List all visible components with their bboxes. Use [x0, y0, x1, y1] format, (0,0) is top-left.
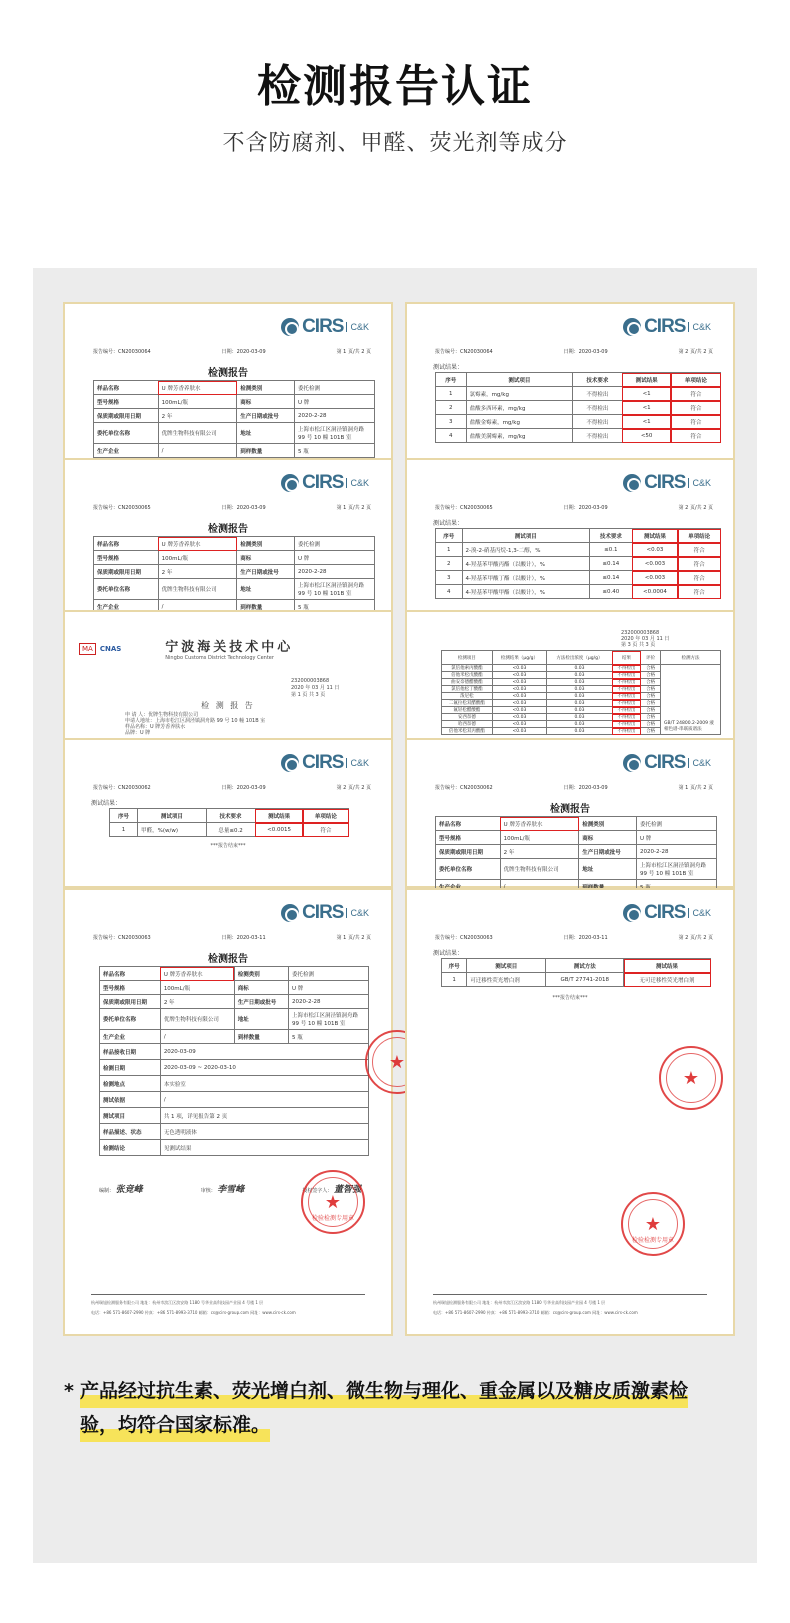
- cnas-badge: CNAS: [99, 644, 122, 653]
- table-row: 型号规格 100mL/瓶 商标 U 牌: [436, 831, 717, 845]
- table-row: 检测日期 2020-03-09 ~ 2020-03-10: [100, 1060, 369, 1076]
- report-sheet-r5: MA CNAS 宁波海关技术中心 Ningbo Customs District Technology Center 232000003868 2020 年 03 月 11 日 第 1 页 共 3 页 检 测 报 告 申 请 人：优牌生物科技有限公司 申请人地址：上海市松江区洞泾镇洞舟路 99 号 10 幢 101B 室 样品名称：U 牌芳香养肤水 品牌：U 牌: [63, 610, 393, 744]
- table-row: 氯倍他索丙酸酯 <0.03 0.03 不得检出 合格 GB/T 24800.2-2009 液相色谱-串联质谱法: [442, 665, 721, 672]
- report-sheet-r9: CIRS C&K 报告编号：CN20030063 日期：2020-03-11 第 1 页/共 2 页 检测报告 样品名称 U 牌芳香养肤水 检测类别 委托检测 型号规格 100mL/瓶 商标 U 牌 保质期或限用日期 2 年 生产日期或批号 2020-2-28 委托单位名称 优牌生物科技有限公司 地址 上海市松江区洞泾镇洞舟路 99 号 10 幢 101B 室 生产企业 / 到样数量 5 瓶 样品接收日期 2020-03-09 检测日期 2020-03-09 ~ 2020-03-10 检测地点 本实验室 测试依据 / 测试项目 共 1 项，详见报告第 2 页 样品描述、状态 无色透明液体 检测结论 见测试结果 编制： 张竞峰 审核： 李雪峰 授权签字人： 董智强 ★ 检验检测专用章 ★ 杭州瑞旭检测服务有限公司 地址：杭州市滨江区滨安路 1180 号华业高科技园产业园 4 号楼 1 层 电话：+86 571-8607-2990 传真：+86 571-8993-3710 邮箱：cs@cirs-group.com 网址：www.cirs-ck.com: [63, 888, 393, 1336]
- table-row: 1 2-溴-2-硝基丙烷-1,3-二醇，% ≤0.1 <0.03 符合: [436, 543, 721, 557]
- report-sheet-r1: CIRS C&K 报告编号：CN20030064 日期：2020-03-09 第 1 页/共 2 页 检测报告 样品名称 U 牌芳香养肤水 检测类别 委托检测 型号规格 100mL/瓶 商标 U 牌 保质期或限用日期 2 年 生产日期或批号 2020-2-28 委托单位名称 优牌生物科技有限公司 地址 上海市松江区洞泾镇洞舟路 99 号 10 幢 101B 室 生产企业 / 到样数量 5 瓶: [63, 302, 393, 462]
- table-row: 保质期或限用日期 2 年 生产日期或批号 2020-2-28: [436, 845, 717, 859]
- report-sheet-r3: CIRS C&K 报告编号：CN20030065 日期：2020-03-09 第 1 页/共 2 页 检测报告 样品名称 U 牌芳香养肤水 检测类别 委托检测 型号规格 100mL/瓶 商标 U 牌 保质期或限用日期 2 年 生产日期或批号 2020-2-28 委托单位名称 优牌生物科技有限公司 地址 上海市松江区洞泾镇洞舟路 99 号 10 幢 101B 室 生产企业 / 到样数量 5 瓶: [63, 458, 393, 616]
- note-line-2: 验，均符合国家标准。: [80, 1408, 270, 1442]
- stamp-star-icon: ★: [644, 1214, 662, 1235]
- note-asterisk: *: [64, 1380, 74, 1402]
- page-subtitle: 不含防腐剂、甲醛、荧光剂等成分: [222, 131, 568, 156]
- test-result-table: [435, 372, 721, 443]
- table-row: 测试依据 /: [100, 1092, 369, 1108]
- table-row: 样品名称 U 牌芳香养肤水 检测类别 委托检测: [94, 537, 375, 551]
- table-row: 测试项目 共 1 项，详见报告第 2 页: [100, 1108, 369, 1124]
- report-end-mark: ***报告结束***: [210, 843, 246, 849]
- steroid-result-table: [441, 650, 721, 735]
- table-row: 型号规格 100mL/瓶 商标 U 牌: [100, 981, 369, 995]
- report-end-mark: ***报告结束***: [552, 995, 588, 1001]
- report-sheet-r8: CIRS C&K 报告编号：CN20030062 日期：2020-03-09 第 1 页/共 2 页 检测报告 样品名称 U 牌芳香养肤水 检测类别 委托检测 型号规格 100mL/瓶 商标 U 牌 保质期或限用日期 2 年 生产日期或批号 2020-2-28 委托单位名称 优牌生物科技有限公司 地址 上海市松江区洞泾镇洞舟路 99 号 10 幢 101B 室 /: [405, 738, 735, 888]
- table-header-row: 序号 测试项目 技术要求 测试结果 单项结论: [436, 373, 721, 387]
- table-row: 生产企业 / 到样数量 5 瓶: [94, 444, 375, 458]
- cma-badge: MA: [79, 643, 96, 655]
- table-row: 4 4-羟基苯甲酸甲酯（以酸计），% ≤0.40 <0.0004 符合: [436, 585, 721, 599]
- sample-info-table: [435, 816, 717, 894]
- table-row: 委托单位名称 优牌生物科技有限公司 地址 上海市松江区洞泾镇洞舟路 99 号 10 幢 101B 室: [94, 423, 375, 444]
- table-row: 倍他米松戊酸酯 <0.03 0.03 不得检出 合格: [442, 672, 721, 679]
- signature-row: 编制： 张竞峰 审核： 李雪峰 授权签字人： 董智强: [99, 1185, 361, 1195]
- cirs-logo-icon: [623, 754, 641, 772]
- official-stamp: ★ 检验检测专用章: [621, 1192, 685, 1256]
- table-row: 2 4-羟基苯甲酸丙酯（以酸计），% ≤0.14 <0.003 符合: [436, 557, 721, 571]
- footer-divider: [91, 1294, 365, 1295]
- table-row: 样品名称 U 牌芳香养肤水 检测类别 委托检测: [94, 381, 375, 395]
- cirs-logo: CIRS C&K: [281, 752, 369, 774]
- table-row: 型号规格 100mL/瓶 商标 U 牌: [94, 395, 375, 409]
- cirs-logo-icon: [623, 318, 641, 336]
- sample-info-table: [93, 536, 375, 614]
- footer-divider: [433, 1294, 707, 1295]
- table-row: 氟轻松醋酸酯 <0.03 0.03 不得检出 合格: [442, 707, 721, 714]
- cirs-logo: CIRS C&K: [281, 316, 369, 338]
- cirs-logo: CIRS C&K: [623, 316, 711, 338]
- table-row: 生产企业 / 到样数量 5 瓶: [94, 600, 375, 614]
- table-row: 泼尼松 <0.03 0.03 不得检出 合格: [442, 693, 721, 700]
- sample-info-table: [99, 966, 369, 1156]
- test-result-table: [109, 808, 349, 837]
- table-row: 2 盐酸多西环素，mg/kg 不得检出 <1 符合: [436, 401, 721, 415]
- table-row: 样品描述、状态 无色透明液体: [100, 1124, 369, 1140]
- report-sheet-r7: CIRS C&K 报告编号：CN20030062 日期：2020-03-09 第 2 页/共 2 页 测试结果： 序号 测试项目 技术要求 测试结果 单项结论 1 甲醛，%(w/w) 总量≤0.2 <0.0015 符合 ***报告结束***: [63, 738, 393, 888]
- table-row: /: [436, 880, 717, 894]
- test-result-table: [435, 528, 721, 599]
- test-result-table: [441, 958, 711, 987]
- table-row: 样品名称 U 牌芳香养肤水 检测类别 委托检测: [436, 817, 717, 831]
- table-row: 4 盐酸美满霉素，mg/kg 不得检出 <50 符合: [436, 429, 721, 443]
- table-row: 哈西奈德 <0.03 0.03 不得检出 合格: [442, 721, 721, 728]
- note-line-1: 产品经过抗生素、荧光增白剂、微生物与理化、重金属以及糖皮质激素检: [80, 1374, 688, 1408]
- stamp-star-icon: ★: [324, 1192, 342, 1213]
- table-row: 3 4-羟基苯甲酸丁酯（以酸计），% ≤0.14 <0.003 符合: [436, 571, 721, 585]
- cirs-logo-icon: [623, 904, 641, 922]
- table-row: 3 盐酸金霉素，mg/kg 不得检出 <1 符合: [436, 415, 721, 429]
- table-row: 型号规格 100mL/瓶 商标 U 牌: [94, 551, 375, 565]
- table-header-row: 序号 测试项目 技术要求 测试结果 单项结论: [110, 809, 349, 823]
- stamp-star-icon: ★: [388, 1052, 406, 1073]
- official-stamp: ★ 检验检测专用章: [301, 1170, 365, 1234]
- table-row: 委托单位名称 优牌生物科技有限公司 地址 上海市松江区洞泾镇洞舟路 99 号 10 幢 101B 室: [100, 1009, 369, 1030]
- table-row: 倍他米松双丙酸酯 <0.03 0.03 不得检出 合格: [442, 728, 721, 735]
- table-row: 生产企业 / 到样数量 5 瓶: [100, 1030, 369, 1044]
- cirs-logo-icon: [623, 474, 641, 492]
- table-row: 保质期或限用日期 2 年 生产日期或批号 2020-2-28: [100, 995, 369, 1009]
- lab-name: 宁波海关技术中心: [165, 640, 294, 655]
- sample-info-table: [93, 380, 375, 458]
- table-row: 保质期或限用日期 2 年 生产日期或批号 2020-2-28: [94, 565, 375, 579]
- table-row: 检测地点 本实验室: [100, 1076, 369, 1092]
- cirs-logo-icon: [281, 474, 299, 492]
- report-sheet-r4: CIRS C&K 报告编号：CN20030065 日期：2020-03-09 第 2 页/共 2 页 测试结果： 序号 测试项目 技术要求 测试结果 单项结论 1 2-溴-2-硝基丙烷-1,3-二醇，% ≤0.1 <0.03 符合 2 4-羟基苯甲酸丙酯（以酸计），% ≤0.14 <0.003 符合 3 4-羟基苯甲酸丁酯（以酸计），% ≤0.14 <0.003 符合 4 4-羟基苯甲酸甲酯（以酸计），% ≤0.40 <0.0004 符合: [405, 458, 735, 616]
- cirs-logo: CIRS C&K: [281, 472, 369, 494]
- cirs-logo: CIRS C&K: [623, 752, 711, 774]
- table-row: 保质期或限用日期 2 年 生产日期或批号 2020-2-28: [94, 409, 375, 423]
- table-row: 委托单位名称 优牌生物科技有限公司 地址 上海市松江区洞泾镇洞舟路 99 号 10 幢 101B 室: [436, 859, 717, 880]
- table-row: 1 可迁移性荧光增白剂 GB/T 27741-2018 无可迁移性荧光增白剂: [442, 973, 711, 987]
- report-sheet-r2: CIRS C&K 报告编号：CN20030064 日期：2020-03-09 第 2 页/共 2 页 测试结果： 序号 测试项目 技术要求 测试结果 单项结论 1 氯霉素，mg/kg 不得检出 <1 符合 2 盐酸多西环素，mg/kg 不得检出 <1 符合 3 盐酸金霉素，mg/kg 不得检出 <1 符合 4 盐酸美满霉素，mg/kg 不得检出 <50 符合: [405, 302, 735, 462]
- table-row: 样品名称 U 牌芳香养肤水 检测类别 委托检测: [100, 967, 369, 981]
- cirs-logo-icon: [281, 754, 299, 772]
- cirs-logo: CIRS C&K: [623, 472, 711, 494]
- cirs-logo: CIRS C&K: [623, 902, 711, 924]
- table-row: 1 氯霉素，mg/kg 不得检出 <1 符合: [436, 387, 721, 401]
- stamp-star-icon: ★: [682, 1068, 700, 1089]
- cirs-logo: CIRS C&K: [281, 902, 369, 924]
- report-sheet-r10: CIRS C&K 报告编号：CN20030063 日期：2020-03-11 第 2 页/共 2 页 测试结果： 序号 测试项目 测试方法 测试结果 1 可迁移性荧光增白剂 GB/T 27741-2018 无可迁移性荧光增白剂 ***报告结束*** ★ ★ 检验检测专用章 杭州瑞旭检测服务有限公司 地址：杭州市滨江区滨安路 1180 号华业高科技园产业园 4 号楼 1 层 电话：+86 571-8607-2990 传真：+86 571-8993-3710 邮箱：cs@cirs-group.com 网址：www.cirs-ck.com: [405, 888, 735, 1336]
- table-row: 检测结论 见测试结果: [100, 1140, 369, 1156]
- table-row: 氯倍他松丁酸酯 <0.03 0.03 不得检出 合格: [442, 686, 721, 693]
- official-stamp-edge: [659, 1046, 723, 1110]
- page-title: 检测报告认证: [257, 61, 533, 112]
- table-header-row: 序号 测试项目 测试方法 测试结果: [442, 959, 711, 973]
- table-row: 样品接收日期 2020-03-09: [100, 1044, 369, 1060]
- cirs-logo-icon: [281, 318, 299, 336]
- report-sheet-r6: 232000003868 2020 年 03 月 11 日 第 3 页 共 3 页 检测项目 检测结果（μg/g） 方法检出浓度（μg/g） 结果 评价 检测方法 氯倍他索丙酸酯 <0.03 0.03 不得检出 合格 GB/T 24800.2-2009 液相色谱-串联质谱法 倍他米松戊酸酯 <0.03 0.03 不得检出 合格 曲安奈德醋酸酯 <0.03 0.03 不得检出 合格 氯倍他松丁酸酯 <0.03 0.03 不得检出 合格 泼尼松 <0.03 0.03 不得检出 合格 二氟拉松双醋酸酯 <0.03 0.03 不得检出 合格 氟轻松醋酸酯 <0.03 0.03 不得检出 合格 安西奈德 <0.03 0.03 不得检出 合格 哈西奈德 <0.03 0.03 不得检出 合格 倍他米松双丙酸酯 <0.03 0.03 不得检出 合格: [405, 610, 735, 744]
- report-gallery: [33, 268, 757, 1563]
- table-row: 曲安奈德醋酸酯 <0.03 0.03 不得检出 合格: [442, 679, 721, 686]
- lab-name-en: Ningbo Customs District Technology Center: [165, 655, 274, 661]
- table-row: 1 甲醛，%(w/w) 总量≤0.2 <0.0015 符合: [110, 823, 349, 837]
- cirs-logo-icon: [281, 904, 299, 922]
- table-row: 二氟拉松双醋酸酯 <0.03 0.03 不得检出 合格: [442, 700, 721, 707]
- table-header-row: 序号 测试项目 技术要求 测试结果 单项结论: [436, 529, 721, 543]
- table-row: 委托单位名称 优牌生物科技有限公司 地址 上海市松江区洞泾镇洞舟路 99 号 10 幢 101B 室: [94, 579, 375, 600]
- table-header-row: 检测项目 检测结果（μg/g） 方法检出浓度（μg/g） 结果 评价 检测方法: [442, 651, 721, 665]
- table-row: 安西奈德 <0.03 0.03 不得检出 合格: [442, 714, 721, 721]
